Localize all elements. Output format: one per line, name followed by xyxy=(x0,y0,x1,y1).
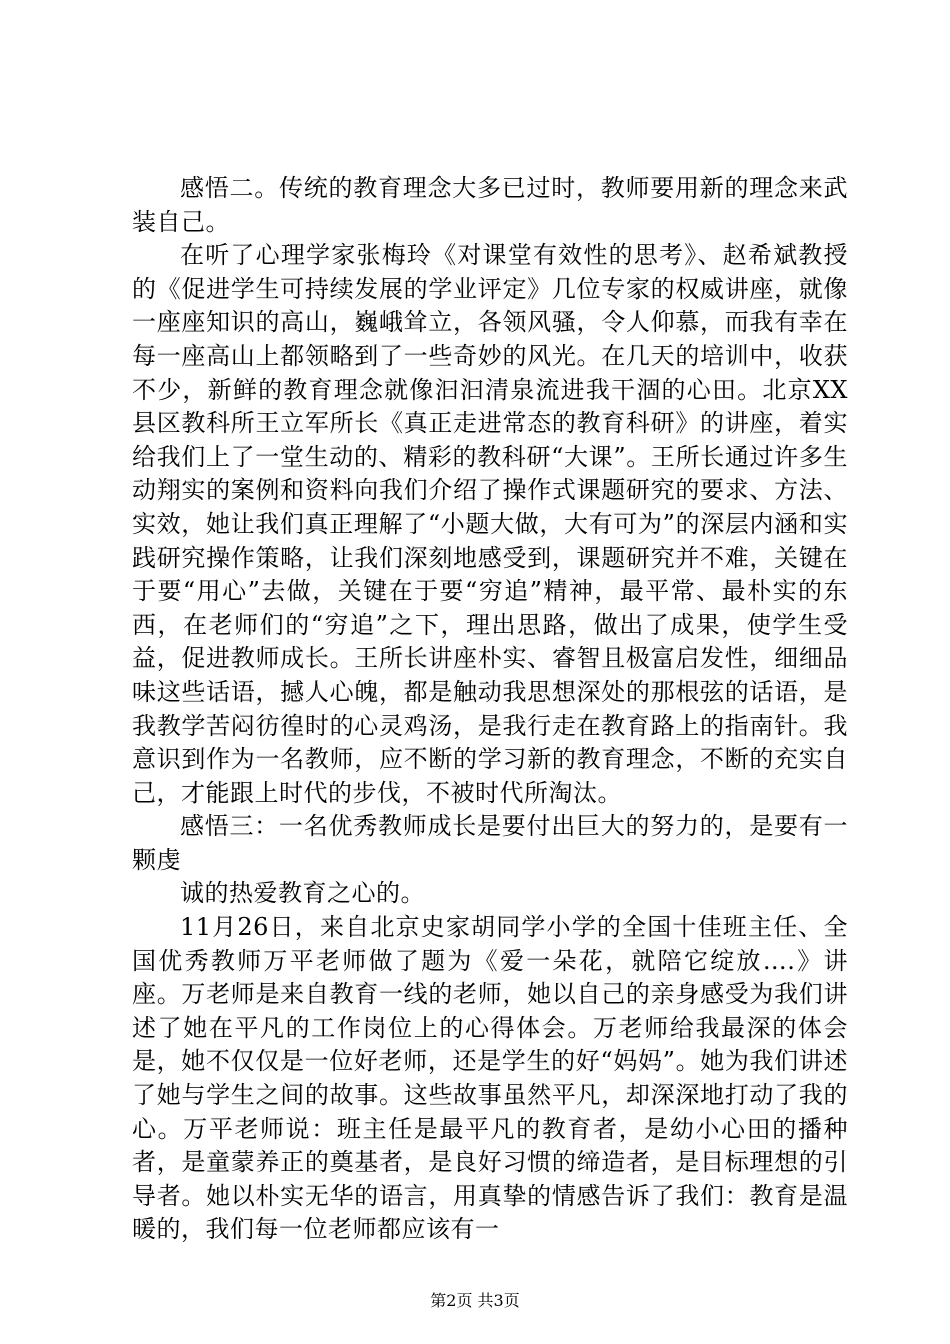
paragraph-insight-three-continuation: 诚的热爱教育之心的。 xyxy=(180,879,425,908)
page-number-footer: 第2页 共3页 xyxy=(430,1291,520,1310)
paragraph-insight-three-heading: 感悟三：一名优秀教师成长是要付出巨大的努力的，是要有一颗虔 xyxy=(132,812,848,874)
paragraph-lecture-reflection: 在听了心理学家张梅玲《对课堂有效性的思考》、赵希斌教授的《促进学生可持续发展的学业评定》几位专家的权威讲座，就像一座座知识的高山，巍峨耸立，各领风骚，令人仰慕，而我有幸在每一座高山上都领略到了一些奇妙的风光。在几天的培训中，收获不少，新鲜的教育理念就像汩汩清泉流进我干涸的心田。北京XX县区教科所王立军所长《真正走进常态的教育科研》的讲座，着实给我们上了一堂生动的、精彩的教科研“大课”。王所长通过许多生动翔实的案例和资料向我们介绍了操作式课题研究的要求、方法、实效，她让我们真正理解了“小题大做，大有可为”的深层内涵和实践研究操作策略，让我们深刻地感受到，课题研究并不难，关键在于要“用心”去做，关键在于要“穷追”精神，最平常、最朴实的东西，在老师们的“穷追”之下，理出思路，做出了成果，使学生受益，促进教师成长。王所长讲座朴实、睿智且极富启发性，细细品味这些话语，撼人心魄，都是触动我思想深处的那根弦的话语，是我教学苦闷彷徨时的心灵鸡汤，是我行走在教育路上的指南针。我意识到作为一名教师，应不断的学习新的教育理念，不断的充实自己，才能跟上时代的步伐，不被时代所淘汰。 xyxy=(132,241,848,807)
document-body xyxy=(132,172,848,1247)
paragraph-wanping-lecture: 11月26日，来自北京史家胡同学小学的全国十佳班主任、全国优秀教师万平老师做了题为《爱一朵花，就陪它绽放….》讲座。万老师是来自教育一线的老师，她以自己的亲身感受为我们讲述了她在平凡的工作岗位上的心得体会。万老师给我最深的体会是，她不仅仅是一位好老师，还是学生的好“妈妈”。她为我们讲述了她与学生之间的故事。这些故事虽然平凡，却深深地打动了我的心。万平老师说：班主任是最平凡的教育者，是幼小心田的播种者，是童蒙养正的奠基者，是良好习惯的缔造者，是目标理想的引导者。她以朴实无华的语言，用真挚的情感告诉了我们：教育是温暖的，我们每一位老师都应该有一 xyxy=(132,913,848,1244)
paragraph-insight-two-heading: 感悟二。传统的教育理念大多已过时，教师要用新的理念来武装自己。 xyxy=(132,174,848,236)
